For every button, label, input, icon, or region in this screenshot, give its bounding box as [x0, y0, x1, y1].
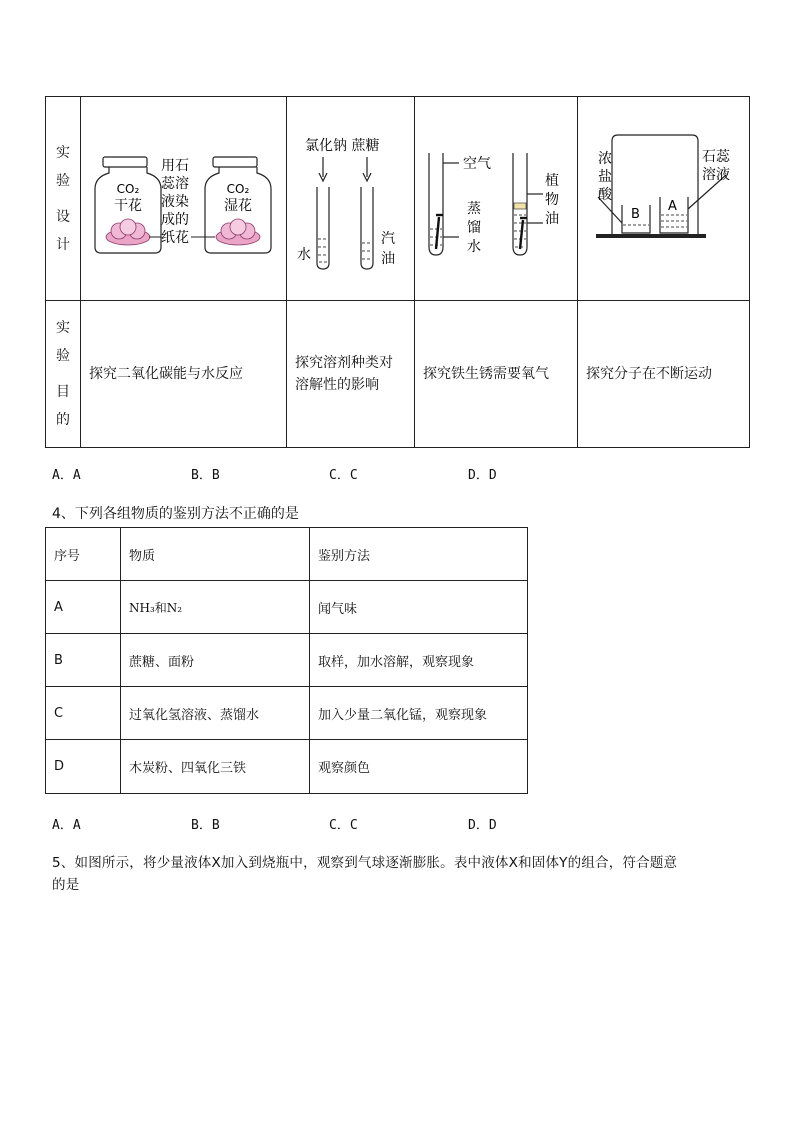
header-id: 序号: [46, 528, 121, 581]
option-a[interactable]: A．A: [52, 818, 81, 833]
design-row-header: [46, 97, 81, 301]
option-b[interactable]: B．B: [191, 468, 220, 483]
svg-text:油: 油: [381, 251, 395, 267]
svg-text:用石: 用石: [161, 158, 189, 174]
option-b[interactable]: B．B: [191, 818, 220, 833]
svg-text:物: 物: [545, 192, 559, 208]
experiment-table: [45, 96, 750, 448]
svg-text:干花: 干花: [114, 198, 142, 214]
row-substance: 蔗糖、面粉: [121, 634, 310, 687]
row-method: 闻气味: [310, 581, 528, 634]
option-d[interactable]: D．D: [468, 468, 497, 483]
svg-text:CO₂: CO₂: [226, 182, 250, 196]
svg-text:石蕊: 石蕊: [702, 149, 730, 165]
svg-text:水: 水: [297, 247, 311, 263]
header-char: 实: [56, 144, 70, 161]
paper-flower-icon: [106, 219, 150, 245]
iron-nail-icon: [436, 215, 443, 249]
identification-table: [45, 527, 528, 794]
row-substance: NH₃和N₂: [121, 581, 310, 634]
row-id: D: [46, 740, 121, 794]
iron-rusting-tubes-diagram: [415, 97, 578, 296]
row-id: B: [46, 634, 121, 687]
purpose-row-header: [46, 301, 81, 448]
row-method: 加入少量二氧化锰，观察现象: [310, 687, 528, 740]
header-char: 目: [56, 384, 70, 400]
option-a[interactable]: A．A: [52, 468, 81, 483]
svg-text:纸花: 纸花: [161, 230, 189, 246]
header-char: 验: [56, 172, 70, 189]
svg-text:植: 植: [545, 173, 559, 189]
svg-text:油: 油: [545, 211, 559, 227]
purpose-3: 探究铁生锈需要氧气: [415, 301, 578, 448]
design-figure-3: [415, 97, 578, 301]
header-substance: 物质: [121, 528, 310, 581]
header-method: 鉴别方法: [310, 528, 528, 581]
header-char: 计: [56, 236, 70, 253]
header-char: 的: [56, 412, 70, 428]
svg-text:蕊溶: 蕊溶: [161, 176, 189, 192]
row-method: 观察颜色: [310, 740, 528, 794]
svg-text:A: A: [668, 199, 677, 214]
option-d[interactable]: D．D: [468, 818, 497, 833]
row-id: C: [46, 687, 121, 740]
svg-text:空气: 空气: [463, 156, 491, 172]
q5-stem: [52, 852, 752, 896]
row-substance: 过氧化氢溶液、蒸馏水: [121, 687, 310, 740]
design-figure-4: [578, 97, 750, 301]
purpose-2: 探究溶剂种类对溶解性的影响: [287, 301, 415, 448]
row-id: A: [46, 581, 121, 634]
row-substance: 木炭粉、四氧化三铁: [121, 740, 310, 794]
svg-text:CO₂: CO₂: [116, 182, 140, 196]
svg-text:成的: 成的: [161, 212, 189, 228]
header-char: 实: [56, 320, 70, 336]
table-row: [46, 634, 528, 687]
purpose-1: 探究二氧化碳能与水反应: [81, 301, 287, 448]
svg-text:B: B: [631, 207, 640, 222]
table-row: [46, 740, 528, 794]
row-method: 取样，加水溶解，观察现象: [310, 634, 528, 687]
header-char: 设: [56, 208, 70, 225]
co2-flower-jars-diagram: [81, 97, 287, 296]
svg-text:水: 水: [467, 239, 481, 255]
svg-text:湿花: 湿花: [224, 198, 252, 214]
svg-text:浓: 浓: [598, 151, 612, 167]
svg-text:汽: 汽: [381, 231, 395, 247]
paper-flower-icon: [216, 219, 260, 245]
option-c[interactable]: C．C: [329, 818, 358, 833]
svg-text:盐: 盐: [598, 169, 612, 185]
dissolution-test-tubes-diagram: [287, 97, 415, 296]
svg-text:氯化钠 蔗糖: 氯化钠 蔗糖: [305, 138, 380, 154]
svg-text:酸: 酸: [598, 187, 612, 203]
table-row: [46, 581, 528, 634]
q5-stem-line2: 的是: [52, 877, 80, 893]
design-figure-2: [287, 97, 415, 301]
option-c[interactable]: C．C: [329, 468, 358, 483]
svg-text:溶液: 溶液: [702, 167, 730, 183]
molecular-motion-beakers-diagram: [578, 97, 750, 296]
svg-text:馏: 馏: [467, 220, 481, 236]
q4-stem: 4、下列各组物质的鉴别方法不正确的是: [52, 506, 299, 522]
svg-text:蒸: 蒸: [467, 201, 481, 217]
table-row: [46, 687, 528, 740]
q5-stem-line1: 5、如图所示，将少量液体X加入到烧瓶中，观察到气球逐渐膨胀。表中液体X和固体Y的组合，符合题意: [52, 855, 678, 871]
header-char: 验: [56, 348, 70, 364]
purpose-4: 探究分子在不断运动: [578, 301, 750, 448]
design-figure-1: [81, 97, 287, 301]
svg-text:液染: 液染: [161, 194, 189, 210]
